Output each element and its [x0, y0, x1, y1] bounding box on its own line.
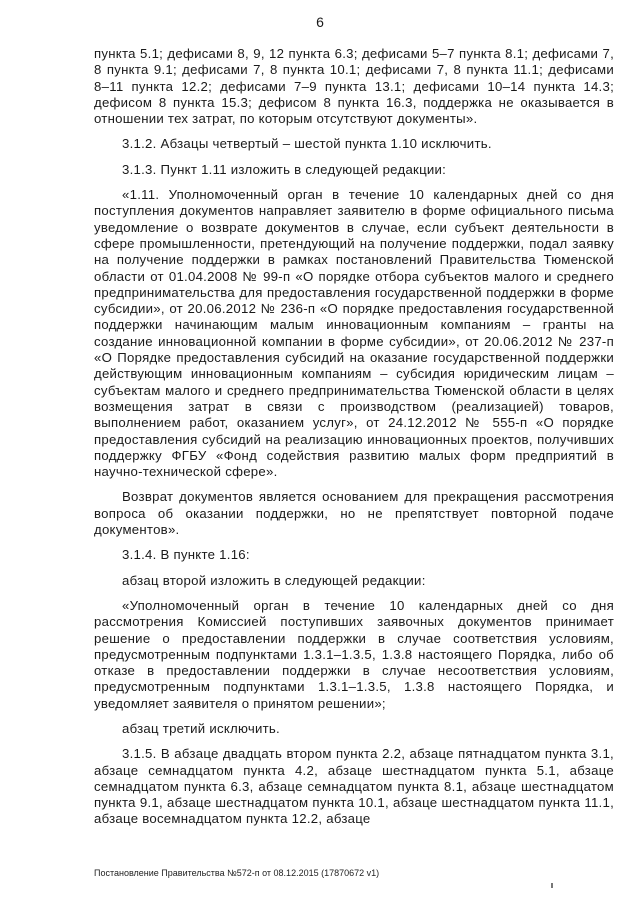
paragraph-second-abzac: абзац второй изложить в следующей редакции:: [122, 572, 426, 588]
paragraph-authorized-body: «Уполномоченный орган в течение 10 календарных дней со дня рассмотрения Комиссией поступивших заявочных документов принимает решение о предоставлении поддержки в случае соответствия условиям, предусмотренным подпунктами 1.3.1–1.3.5, 1.3.8 настоящего Порядка, либо об отказе в предоставлении поддержки в случае несоответствия условиям, предусмотренным подпунктами 1.3.1–1.3.5, 1.3.8 настоящего Порядка, и уведомляет заявителя о принятом решении»;: [94, 597, 614, 711]
paragraph-3-1-5: 3.1.5. В абзаце двадцать втором пункта 2.2, абзаце пятнадцатом пункта 3.1, абзаце семнадцатом пункта 4.2, абзаце шестнадцатом пункта 5.1, абзаце семнадцатом пункта 6.3, абзаце семнадцатом пункта 8.1, абзаце шестнадцатом пункта 9.1, абзаце шестнадцатом пункта 10.1, абзаце шестнадцатом пункта 11.1, абзаце восемнадцатом пункта 12.2, абзаце: [94, 746, 614, 827]
paragraph-3-1-3: 3.1.3. Пункт 1.11 изложить в следующей редакции:: [122, 161, 447, 177]
paragraph-3-1-4: 3.1.4. В пункте 1.16:: [122, 547, 250, 563]
page-number: 6: [316, 14, 324, 30]
paragraph-third-abzac: абзац третий исключить.: [122, 720, 280, 736]
paragraph-1-11-text: «1.11. Уполномоченный орган в течение 10 календарных дней со дня поступления документов направляет заявителю в форме официального письма уведомление о возврате документов в случае, если субъект деятельности в сфере промышленности, претендующий на получение поддержки, подал заявку на получение поддержки в рамках постановлений Правительства Тюменской области от 01.04.2008 № 99-п «О порядке отбора субъектов малого и среднего предпринимательства для предоставления государственной поддержки в форме субсидии», от 20.06.2012 № 236-п «О порядке предоставления государственной поддержки начинающим малым инновационным компаниям – гранты на создание инновационной компании в форме субсидии», от 20.06.2012 № 237-п «О Порядке предоставления субсидий на оказание государственной поддержки действующим инновационным компаниям – субсидия юридическим лицам – субъектам малого и среднего предпринимательства Тюменской области в целях возмещения затрат в связи с производством (реализацией) товаров, выполнением работ, оказанием услуг», от 24.12.2012 № 555-п «О порядке предоставления субсидий на реализацию инновационных проектов, получивших поддержку ФГБУ «Фонд содействия развитию малых форм предприятий в научно-технической сфере».: [94, 187, 614, 480]
paragraph-continuation: пункта 5.1; дефисами 8, 9, 12 пункта 6.3; дефисами 5–7 пункта 8.1; дефисами 7, 8 пункта 9.1; дефисами 7, 8 пункта 10.1; дефисами 7, 8 пункта 11.1; дефисами 8–11 пункта 12.2; дефисами 7–9 пункта 13.1; дефисами 10–14 пункта 14.3; дефисом 8 пункта 15.3; дефисом 8 пункта 16.3, поддержка не оказывается в отношении тех затрат, по которым отсутствуют документы».: [94, 46, 614, 127]
scan-mark: [551, 883, 553, 888]
document-footer: Постановление Правительства №572-п от 08.12.2015 (17870672 v1): [94, 868, 380, 878]
paragraph-3-1-2: 3.1.2. Абзацы четвертый – шестой пункта 1.10 исключить.: [122, 136, 492, 152]
document-body: [94, 46, 614, 828]
paragraph-return-documents: Возврат документов является основанием для прекращения рассмотрения вопроса об оказании поддержки, но не препятствует повторной подаче документов».: [94, 489, 614, 538]
